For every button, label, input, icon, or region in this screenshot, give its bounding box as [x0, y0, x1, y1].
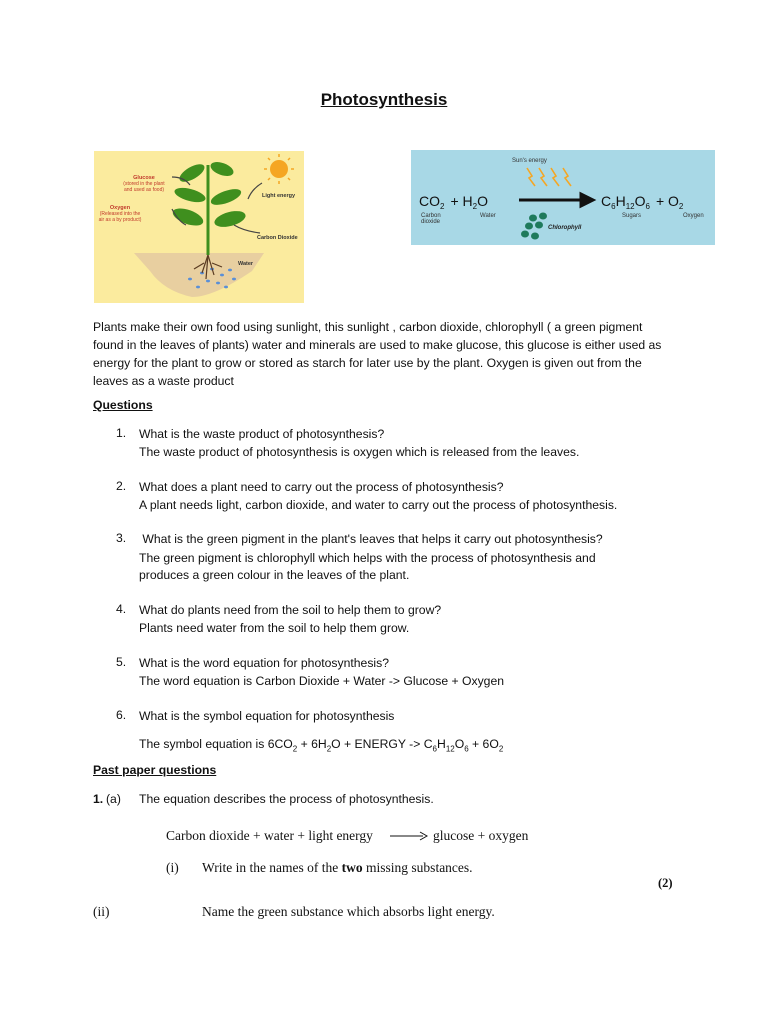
- carbon-dioxide-sublabel-2: dioxide: [421, 219, 441, 225]
- oxygen-note-2: air as a by product): [98, 217, 142, 223]
- equation-products: $C_6H_{12}O_6 + O_2$: [601, 193, 684, 211]
- soil-shape: [134, 253, 264, 297]
- water-label: Water: [238, 261, 254, 267]
- glucose-note-1: (stored in the plant: [123, 181, 165, 187]
- answer-text: A plant needs light, carbon dioxide, and water to carry out the process of photosynthesis.: [139, 498, 618, 512]
- co2-text: CO: [419, 193, 440, 209]
- questions-heading: Questions: [93, 398, 153, 412]
- glucose-note-2: and used as food): [123, 187, 165, 193]
- equation-diagram-image: [411, 150, 715, 245]
- question-number: 2.: [116, 479, 127, 493]
- word-equation-right: glucose + oxygen: [433, 828, 529, 843]
- question-number: 1.: [116, 426, 127, 440]
- h2o-text: + H: [450, 193, 473, 209]
- chlorophyll-label: Chlorophyll: [548, 225, 582, 231]
- question-number: 6.: [116, 708, 127, 722]
- plant-diagram-image: [94, 151, 304, 303]
- oxygen-note-1: (Released into the: [99, 211, 141, 217]
- answer-text: The word equation is Carbon Dioxide + Water -> Glucose + Oxygen: [139, 674, 505, 688]
- answer-text: produces a green colour in the leaves of the plant.: [139, 568, 410, 582]
- equation-reactants: [419, 193, 488, 211]
- part-i-text: Write in the names of the two missing substances.: [202, 860, 473, 875]
- part-i-label: (i): [166, 860, 179, 875]
- question-text: What is the word equation for photosynthesis?: [139, 656, 389, 670]
- h2o-o: O: [477, 193, 488, 209]
- intro-paragraph: Plants make their own food using sunlight, this sunlight , carbon dioxide, chlorophyll ( a green pigment found in the leaves of plants) water and minerals are used to make glucose, this glucose is either used as energy for the plant to grow or stored as starch for later use by the plant. Oxygen is given out from the leaves as a waste product: [93, 320, 662, 388]
- past-paper-heading: Past paper questions: [93, 763, 217, 777]
- question-number: 5.: [116, 655, 127, 669]
- equation-arrow-icon: [390, 830, 428, 842]
- part-ii-label: (ii): [93, 904, 110, 919]
- page-title: Photosynthesis: [320, 90, 448, 109]
- reaction-arrow: [519, 194, 593, 206]
- answer-text: Plants need water from the soil to help them grow.: [139, 621, 410, 635]
- word-equation-left: Carbon dioxide + water + light energy: [166, 828, 373, 843]
- sun-icon: [264, 154, 294, 184]
- question-text: What is the symbol equation for photosynthesis: [139, 709, 395, 723]
- question-number: 3.: [116, 531, 127, 545]
- sugars-sublabel: Sugars: [622, 213, 642, 219]
- glucose-label: Glucose: [133, 175, 155, 181]
- oxygen-sublabel: Oxygen: [683, 213, 704, 219]
- carbon-dioxide-label: Carbon Dioxide: [257, 235, 298, 241]
- past-question-intro: The equation describes the process of photosynthesis.: [139, 792, 434, 806]
- marks-label: (2): [658, 876, 673, 890]
- chlorophyll-icon: [521, 213, 547, 240]
- answer-text: The green pigment is chlorophyll which helps with the process of photosynthesis and: [139, 551, 596, 565]
- part-ii-text: Name the green substance which absorbs light energy.: [202, 904, 495, 919]
- equation-diagram-svg: [411, 150, 715, 245]
- answer-text: The waste product of photosynthesis is oxygen which is released from the leaves.: [139, 445, 580, 459]
- sun-rays-icon: [527, 168, 571, 186]
- co2-sub: 2: [440, 202, 445, 211]
- question-text: What do plants need from the soil to help them to grow?: [139, 603, 442, 617]
- h2o-sub: 2: [472, 202, 478, 211]
- light-energy-label: Light energy: [262, 193, 296, 199]
- oxygen-label: Oxygen: [109, 205, 131, 211]
- water-sublabel: Water: [480, 213, 496, 219]
- question-text: What does a plant need to carry out the process of photosynthesis?: [139, 480, 504, 494]
- past-question-part: (a): [106, 792, 121, 806]
- question-text: What is the green pigment in the plant's leaves that helps it carry out photosynthesis?: [139, 532, 603, 546]
- past-question-number: 1.: [93, 792, 104, 806]
- carbon-dioxide-sublabel-1: Carbon: [421, 213, 441, 219]
- symbol-equation-answer: The symbol equation is $6CO_2 + 6H_2O$ + ENERGY -> $C_6H_{12}O_6 + 6O_2$: [139, 737, 504, 754]
- question-text: What is the waste product of photosynthesis?: [139, 427, 385, 441]
- suns-energy-label: Sun's energy: [512, 158, 547, 164]
- plant-diagram-svg: [94, 151, 304, 303]
- question-number: 4.: [116, 602, 127, 616]
